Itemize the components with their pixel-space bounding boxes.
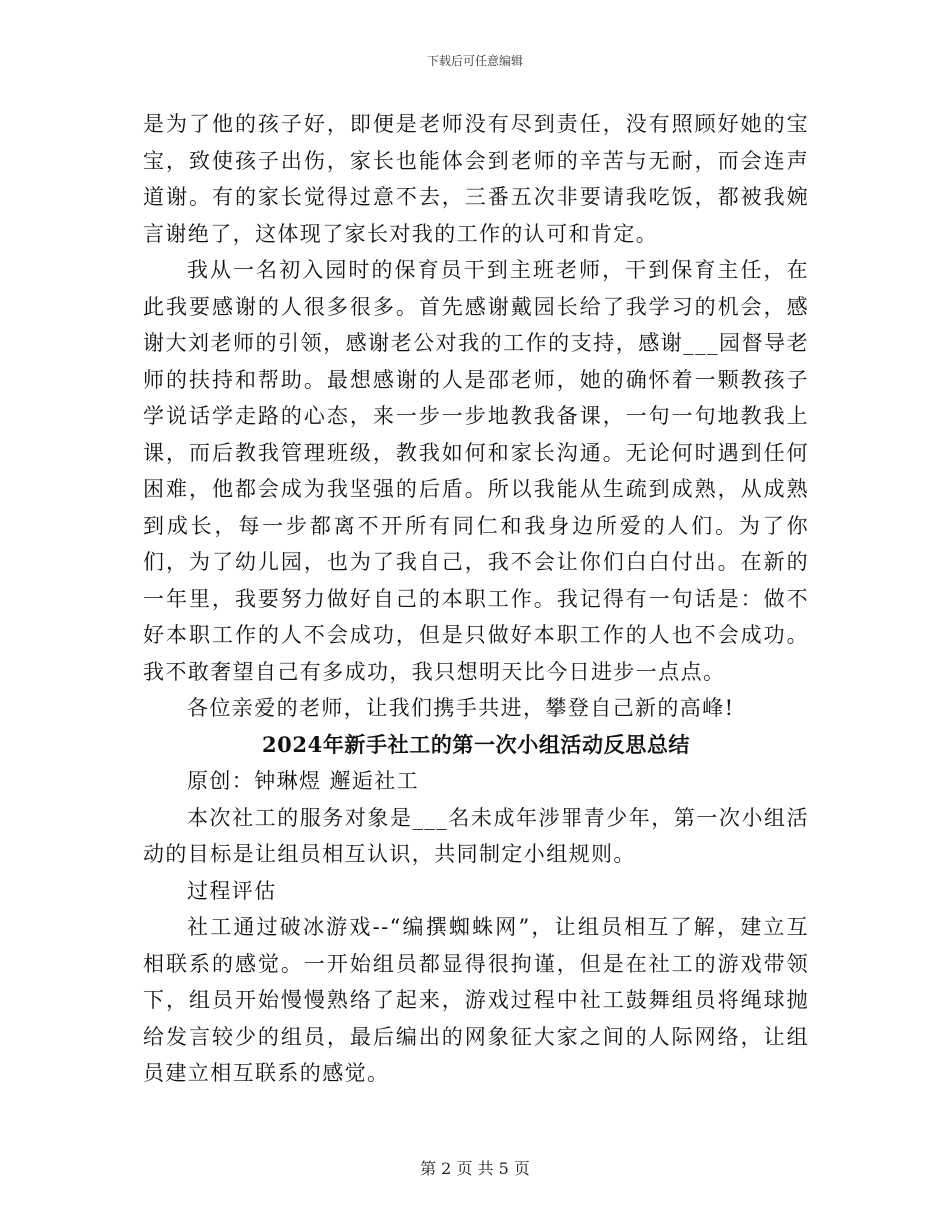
paragraph-service-target: 本次社工的服务对象是___名未成年涉罪青少年，第一次小组活动的目标是让组员相互认识，共同制定小组规则。 [143,805,809,866]
paragraph-gratitude: 我从一名初入园时的保育员干到主班老师，干到保育主任，在此我要感谢的人很多很多。首先感谢戴园长给了我学习的机会，感谢大刘老师的引领，感谢老公对我的工作的支持，感谢___园督导老师的扶持和帮助。最想感谢的人是邵老师，她的确怀着一颗教孩子学说话学走路的心态，来一步一步地教我备课，一句一句地教我上课，而后教我管理班级，教我如何和家长沟通。无论何时遇到任何困难，他都会成为我坚强的后盾。所以我能从生疏到成熟，从成熟到成长，每一步都离不开所有同仁和我身边所爱的人们。为了你们，为了幼儿园，也为了我自己，我不会让你们白白付出。在新的一年里，我要努力做好自己的本职工作。我记得有一句话是：做不好本职工作的人不会成功，但是只做好本职工作的人也不会成功。我不敢奢望自己有多成功，我只想明天比今日进步一点点。 [143,258,809,684]
paragraph-closing: 各位亲爱的老师，让我们携手共进，攀登自己新的高峰! [187,696,735,720]
document-body [143,106,809,1092]
section-title: 2024年新手社工的第一次小组活动反思总结 [261,731,691,757]
paragraph-author: 原创：钟琳煜 邂逅社工 [187,769,420,793]
paragraph-icebreaker: 社工通过破冰游戏--“编撰蜘蛛网”，让组员相互了解，建立互相联系的感觉。一开始组员都显得很拘谨，但是在社工的游戏带领下，组员开始慢慢熟络了起来，游戏过程中社工鼓舞组员将绳球抛给发言较少的组员，最后编出的网象征大家之间的人际网络，让组员建立相互联系的感觉。 [143,915,809,1085]
paragraph-process-heading: 过程评估 [187,878,277,903]
header-note: 下载后可任意编辑 [426,54,523,68]
paragraph-parent-thanks: 是为了他的孩子好，即便是老师没有尽到责任，没有照顾好她的宝宝，致使孩子出伤，家长也能体会到老师的辛苦与无耐，而会连声道谢。有的家长觉得过意不去，三番五次非要请我吃饭，都被我婉言谢绝了，这体现了家长对我的工作的认可和肯定。 [143,112,809,246]
page-indicator: 第 2 页 共 5 页 [420,1159,530,1178]
